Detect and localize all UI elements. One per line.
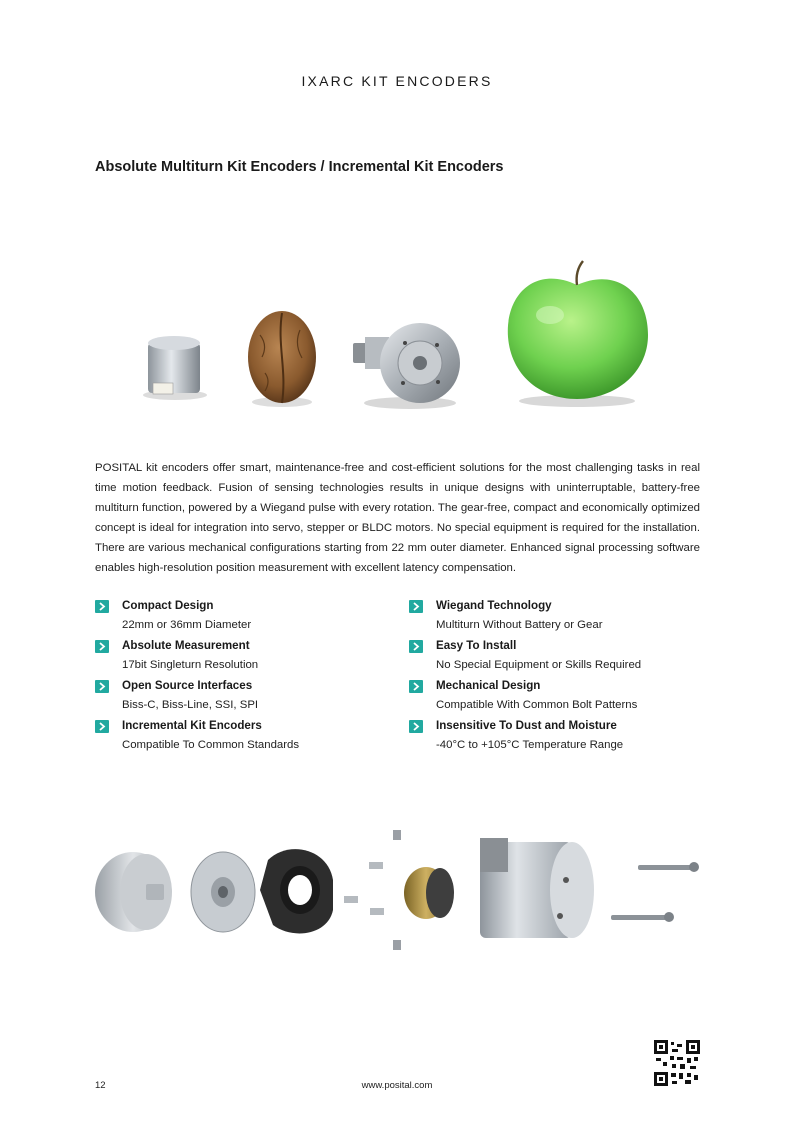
feature-column-left — [95, 597, 395, 757]
intro-paragraph: POSITAL kit encoders offer smart, maintenance-free and cost-efficient solutions for the most challenging tasks in real time motion feedback. Fusion of sensing technologies results in unique designs with uninterruptable, battery-free multiturn function, powered by a Wiegand pulse with every rotation. The gear-free, compact and economically optimized concept is ideal for integration into servo, stepper or BLDC motors. No special equipment is required for the installation. There are various mechanical configurations starting from 22 mm outer diameter. Enhanced signal processing software enables high-resolution position measurement with excellent latency compensation. — [95, 462, 700, 574]
mounting-plate-part — [191, 852, 255, 932]
walnut-image — [248, 311, 316, 407]
motor-hub-part — [95, 852, 172, 932]
standard-encoder-image — [353, 323, 460, 409]
mounting-screws-part — [611, 862, 699, 922]
feature-title: Incremental Kit Encoders — [122, 719, 262, 732]
page-header: IXARC KIT ENCODERS — [301, 73, 493, 89]
chevron-right-icon — [409, 640, 423, 653]
chevron-right-icon — [95, 640, 109, 653]
feature-title: Mechanical Design — [436, 679, 541, 692]
website-link[interactable]: www.posital.com — [361, 1080, 433, 1091]
feature-item — [95, 677, 395, 717]
feature-item — [409, 597, 709, 637]
feature-item — [95, 637, 395, 677]
feature-title: Absolute Measurement — [122, 639, 250, 652]
chevron-right-icon — [95, 720, 109, 733]
feature-column-right — [409, 597, 709, 757]
feature-title: Compact Design — [122, 599, 214, 612]
feature-description: Biss-C, Biss-Line, SSI, SPI — [122, 699, 259, 711]
feature-list — [95, 597, 700, 757]
feature-description: -40°C to +105°C Temperature Range — [436, 739, 624, 751]
feature-description: No Special Equipment or Skills Required — [436, 659, 642, 671]
screws-part — [344, 830, 401, 950]
chevron-right-icon — [409, 600, 423, 613]
feature-title: Open Source Interfaces — [122, 679, 253, 692]
feature-item — [95, 597, 395, 637]
feature-description: 22mm or 36mm Diameter — [122, 619, 252, 631]
feature-description: Multiturn Without Battery or Gear — [436, 619, 603, 631]
chevron-right-icon — [409, 680, 423, 693]
sensor-housing-part — [480, 838, 594, 938]
section-title: Absolute Multiturn Kit Encoders / Incremental Kit Encoders — [95, 159, 504, 175]
feature-title: Wiegand Technology — [436, 599, 552, 612]
feature-title: Insensitive To Dust and Moisture — [436, 719, 617, 732]
page-number: 12 — [95, 1080, 106, 1091]
feature-item — [409, 677, 709, 717]
chevron-right-icon — [409, 720, 423, 733]
magnet-holder-part — [404, 867, 454, 919]
exploded-view-image — [88, 820, 708, 960]
feature-item — [409, 637, 709, 677]
chevron-right-icon — [95, 600, 109, 613]
feature-item — [409, 717, 709, 757]
plastic-housing-part — [260, 849, 333, 933]
feature-description: Compatible With Common Bolt Patterns — [436, 699, 638, 711]
small-kit-encoder-image — [143, 336, 207, 400]
size-comparison-photo — [95, 245, 700, 415]
feature-description: 17bit Singleturn Resolution — [122, 659, 259, 671]
apple-image — [508, 261, 648, 407]
feature-item — [95, 717, 395, 757]
chevron-right-icon — [95, 680, 109, 693]
feature-title: Easy To Install — [436, 639, 517, 652]
feature-description: Compatible To Common Standards — [122, 739, 300, 751]
